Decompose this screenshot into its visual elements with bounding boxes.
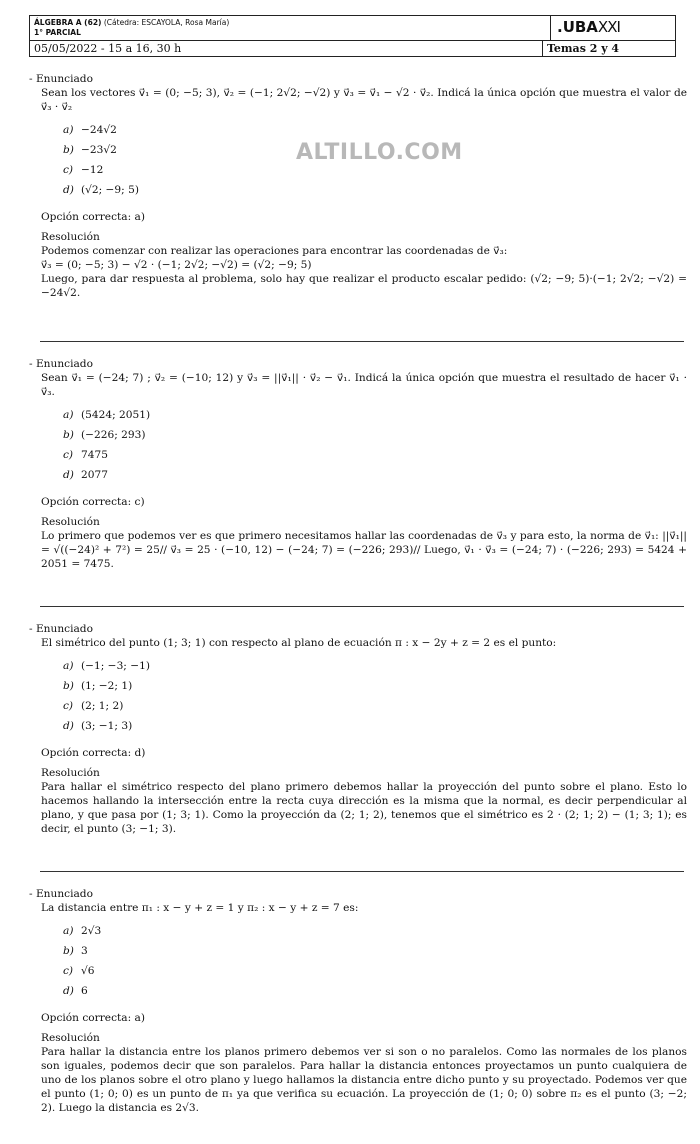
option-b: b) 3 (63, 945, 88, 957)
option-a: a) 2√3 (63, 925, 102, 937)
correct-answer: Opción correcta: d) (41, 747, 146, 759)
option-d: d) (3; −1; 3) (63, 720, 133, 732)
correct-answer: Opción correcta: a) (41, 1012, 145, 1024)
subject-name: ÁLGEBRA A (62) (34, 18, 102, 27)
option-d: d) (√2; −9; 5) (63, 184, 139, 196)
option-b: b) (−226; 293) (63, 429, 146, 441)
options-list (41, 656, 687, 736)
option-c: c) −12 (63, 164, 104, 176)
resolution-title: Resolución (41, 516, 100, 528)
option-c: c) (2; 1; 2) (63, 700, 124, 712)
question-4 (29, 887, 687, 1115)
option-b: b) (1; −2; 1) (63, 680, 133, 692)
section-divider (40, 606, 684, 607)
question-1 (29, 72, 687, 300)
section-divider (40, 341, 684, 342)
resolution-line: Para hallar el simétrico respecto del plano primero debemos hallar la proyección del punto sobre el plano. Esto lo hacemos hallando la intersección entre la recta cuya dirección es la misma que la normal, es decir perpendicular al plano, y que pasa por (1; 3; 1). Como la proyección da (2; 1; 2), tenemos que el simétrico es 2 · (2; 1; 2) − (1; 3; 1); es decir, el punto (3; −1; 3). (41, 781, 687, 835)
resolution-title: Resolución (41, 767, 100, 779)
chair-name: (Cátedra: ESCAYOLA, Rosa María) (103, 18, 230, 27)
exam-type: 1° PARCIAL (34, 28, 81, 37)
exam-topics: Temas 2 y 4 (543, 40, 675, 56)
option-b: b) −23√2 (63, 144, 117, 156)
option-c: c) 7475 (63, 449, 108, 461)
resolution-line: v⃗₃ = (0; −5; 3) − √2 · (−1; 2√2; −√2) = (√2; −9; 5) (41, 259, 312, 271)
resolution-line: Para hallar la distancia entre los planos primero debemos ver si son o no paralelos. Como las normales de los planos son iguales, podemos decir que son paralelos. Para hallar la distancia entonces proyectamos un punto cualquiera de uno de los planos sobre el otro plano y luego hallamos la distancia entre dicho punto y su proyectado. Podemos ver que el punto (1; 0; 0) es un punto de π₁ ya que verifica su ecuación. La proyección de (1; 0; 0) sobre π₂ es el punto (3; −2; 2). Luego la distancia es 2√3. (41, 1046, 687, 1114)
question-statement: La distancia entre π₁ : x − y + z = 1 y π₂ : x − y + z = 7 es: (41, 902, 359, 914)
exam-date: 05/05/2022 - 15 a 16, 30 h (30, 40, 543, 56)
option-a: a) (5424; 2051) (63, 409, 151, 421)
option-a: a) −24√2 (63, 124, 117, 136)
section-divider (40, 871, 684, 872)
logo-uba-text: .UBA (557, 18, 598, 36)
question-title: - Enunciado (29, 358, 93, 370)
option-a: a) (−1; −3; −1) (63, 660, 150, 672)
question-statement: Sean v⃗₁ = (−24; 7) ; v⃗₂ = (−10; 12) y v⃗₃ = ||v⃗₁|| · v⃗₂ − v⃗₁. Indicá la única opción que muestra el resultado de hacer v⃗₁ · v⃗₃. (41, 372, 687, 398)
question-title: - Enunciado (29, 73, 93, 85)
option-d: d) 2077 (63, 469, 108, 481)
uba-logo (551, 16, 675, 40)
exam-header (29, 15, 676, 57)
options-list (41, 405, 687, 485)
question-3 (29, 622, 687, 836)
watermark: ALTILLO.COM (296, 140, 463, 165)
resolution-line: Luego, para dar respuesta al problema, solo hay que realizar el producto escalar pedido: (√2; −9; 5)·(−1; 2√2; −√2) = −24√2. (41, 273, 687, 299)
question-statement: Sean los vectores v⃗₁ = (0; −5; 3), v⃗₂ = (−1; 2√2; −√2) y v⃗₃ = v⃗₁ − √2 · v⃗₂. Indicá la única opción que muestra el valor de v⃗₃ · v⃗₂ (41, 87, 687, 113)
options-list (41, 921, 687, 1001)
resolution-line: Lo primero que podemos ver es que primero necesitamos hallar las coordenadas de v⃗₃ y para esto, la norma de v⃗₁: ||v⃗₁|| = √((−24)² + 7²) = 25// v⃗₃ = 25 · (−10, 12) − (−24; 7) = (−226; 293)// Luego, v⃗₁ · v⃗₃ = (−24; 7) · (−226; 293) = 5424 + 2051 = 7475. (41, 530, 687, 570)
resolution-title: Resolución (41, 231, 100, 243)
exam-info (30, 16, 551, 40)
resolution-title: Resolución (41, 1032, 100, 1044)
question-title: - Enunciado (29, 888, 93, 900)
logo-xxi-text: XXI (597, 18, 620, 36)
question-title: - Enunciado (29, 623, 93, 635)
options-list (41, 120, 687, 200)
resolution-line: Podemos comenzar con realizar las operaciones para encontrar las coordenadas de v⃗₃: (41, 245, 508, 257)
correct-answer: Opción correcta: c) (41, 496, 145, 508)
option-d: d) 6 (63, 985, 88, 997)
option-c: c) √6 (63, 965, 95, 977)
question-statement: El simétrico del punto (1; 3; 1) con respecto al plano de ecuación π : x − 2y + z = 2 es el punto: (41, 637, 557, 649)
question-2 (29, 357, 687, 571)
correct-answer: Opción correcta: a) (41, 211, 145, 223)
